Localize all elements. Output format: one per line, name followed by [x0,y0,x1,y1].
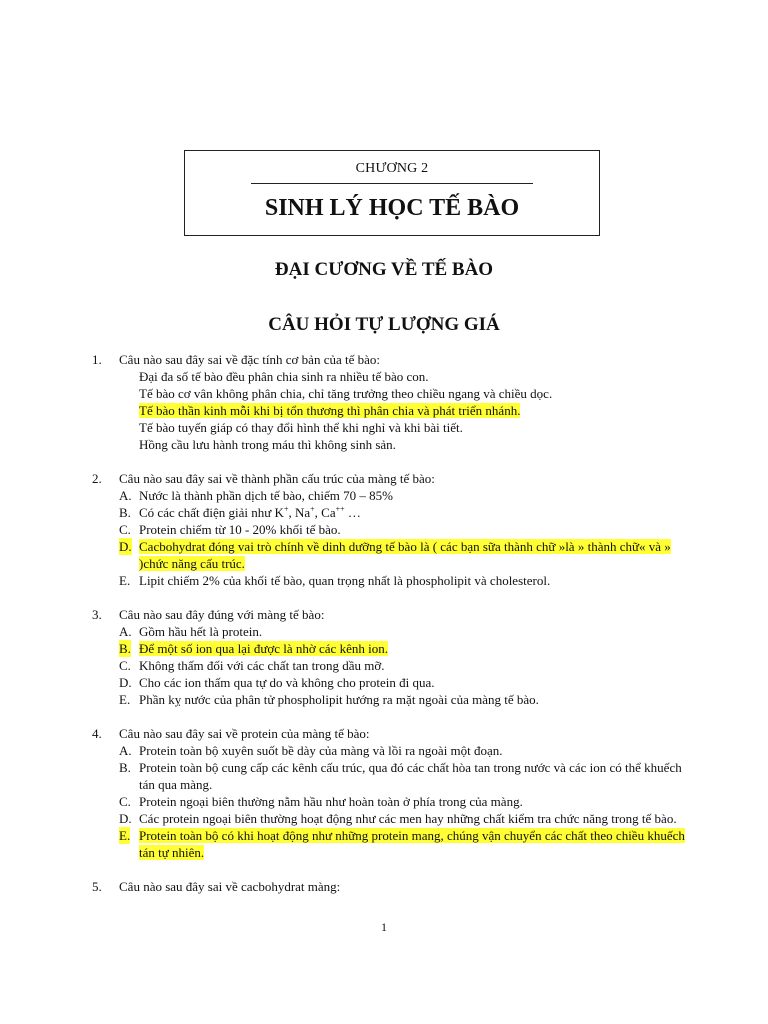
question-2 [92,470,692,589]
page-number: 1 [381,920,387,934]
option: Đại đa số tế bào đều phân chia sinh ra nhiều tế bào con. [139,369,429,384]
question-text: Câu nào sau đây sai về protein của màng tế bào: [119,726,370,741]
subsection-heading: CÂU HỎI TỰ LƯỢNG GIÁ [268,314,500,335]
option-d-highlighted: D. Cacbohydrat đóng vai trò chính về dinh dưỡng tế bào là ( các bạn sữa thành chữ »là » thành chữ« và » )chức năng cấu trúc. [119,539,671,571]
option: Tế bào tuyến giáp có thay đổi hình thể khi nghỉ và khi bài tiết. [139,420,463,435]
question-number: 3. [92,607,102,622]
question-4 [92,725,692,861]
question-1 [92,351,692,453]
option-a: A. Protein toàn bộ xuyên suốt bề dày của màng và lồi ra ngoài một đoạn. [119,743,503,758]
option-highlighted: Tế bào thần kinh mỗi khi bị tổn thương thì phân chia và phát triển nhánh. [139,403,521,418]
chapter-title: SINH LÝ HỌC TẾ BÀO [264,195,520,221]
option-a: A. Gồm hầu hết là protein. [119,624,263,639]
question-3 [92,606,692,708]
question-list [92,351,692,895]
option-d: D. Các protein ngoại biên thường hoạt động như các men hay những chất kiểm tra chức năng trong tế bào. [119,811,677,826]
question-5 [92,878,692,895]
option-c: C. Không thấm đối với các chất tan trong dầu mỡ. [119,658,385,673]
option-e: E. Phần kỵ nước của phân tử phospholipit hướng ra mặt ngoài của màng tế bào. [119,692,539,707]
option-b-highlighted: B. Để một số ion qua lại được là nhờ các kênh ion. [119,641,388,656]
option: Hồng cầu lưu hành trong máu thì không sinh sản. [139,437,396,452]
option-c: C. Protein ngoại biên thường nằm hầu như hoàn toàn ở phía trong của màng. [119,794,523,809]
question-text: Câu nào sau đây sai về cacbohydrat màng: [119,879,341,894]
question-text: Câu nào sau đây đúng với màng tế bào: [119,607,325,622]
option-e-highlighted: E. Protein toàn bộ có khi hoạt động như những protein mang, chúng vận chuyển các chất theo chiều khuếch tán tự nhiên. [119,828,685,860]
question-number: 5. [92,879,102,894]
option-b: B. Có các chất điện giải như K+, Na+, Ca++ … [119,504,361,520]
section-heading: ĐẠI CƯƠNG VỀ TẾ BÀO [274,259,494,280]
question-number: 4. [92,726,102,741]
option-a: A. Nước là thành phần dịch tế bào, chiếm 70 – 85% [119,488,393,503]
option-e: E. Lipit chiếm 2% của khối tế bào, quan trọng nhất là phospholipit và cholesterol. [119,573,551,588]
option-b: B. Protein toàn bộ cung cấp các kênh cấu trúc, qua đó các chất hòa tan trong nước và các ion có thể khuếch tán qua màng. [119,760,682,792]
chapter-label: CHƯƠNG 2 [355,161,429,176]
option-c: C. Protein chiếm từ 10 - 20% khối tế bào. [119,522,341,537]
question-number: 1. [92,352,102,367]
option-d: D. Cho các ion thấm qua tự do và không cho protein đi qua. [119,675,435,690]
title-divider [251,183,533,184]
option: Tế bào cơ vân không phân chia, chỉ tăng trưởng theo chiều ngang và chiều dọc. [139,386,553,401]
question-text: Câu nào sau đây sai về đặc tính cơ bản của tế bào: [119,352,381,367]
question-number: 2. [92,471,102,486]
question-text: Câu nào sau đây sai về thành phần cấu trúc của màng tế bào: [119,471,435,486]
chapter-title-box [184,150,600,236]
